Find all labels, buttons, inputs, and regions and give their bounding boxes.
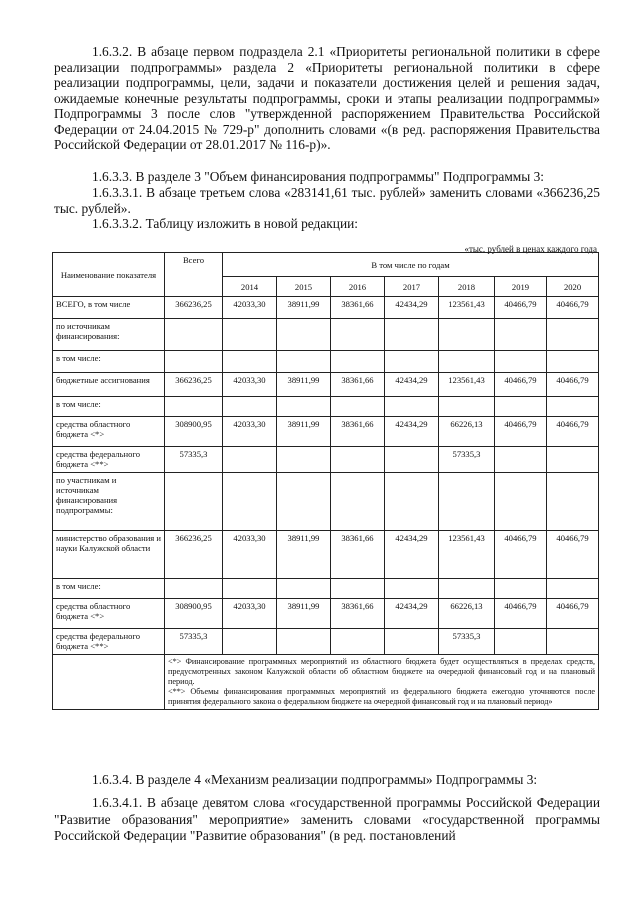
- row-year-value: [331, 319, 385, 351]
- row-year-value: [439, 473, 495, 531]
- row-total: 366236,25: [165, 531, 223, 579]
- header-year: 2020: [547, 277, 599, 297]
- table-row: [53, 531, 599, 579]
- row-year-value: 40466,79: [495, 531, 547, 579]
- header-total: Всего: [165, 253, 223, 297]
- row-year-value: [277, 629, 331, 655]
- row-label: в том числе:: [53, 351, 165, 373]
- table-unit-note: «тыс. рублей в ценах каждого года: [464, 244, 597, 254]
- row-label: средства областного бюджета <*>: [53, 417, 165, 447]
- row-label: средства областного бюджета <*>: [53, 599, 165, 629]
- row-year-value: [547, 447, 599, 473]
- row-year-value: [331, 351, 385, 373]
- row-year-value: 66226,13: [439, 599, 495, 629]
- row-total: [165, 319, 223, 351]
- table-row: [53, 629, 599, 655]
- table-row: [53, 351, 599, 373]
- note-regional-budget: <*> Финансирование программных мероприятий из областного бюджета будет осуществляться в пределах средств, предусмотренных законом Калужской области об областном бюджете на очередной финансовый год и на плановый период.: [168, 657, 596, 686]
- row-year-value: 40466,79: [547, 373, 599, 397]
- header-year: 2014: [223, 277, 277, 297]
- header-year: 2018: [439, 277, 495, 297]
- table-row: [53, 397, 599, 417]
- row-year-value: [385, 579, 439, 599]
- paragraph-1-6-3-4: 1.6.3.4. В разделе 4 «Механизм реализации подпрограммы» Подпрограммы 3:: [92, 772, 538, 787]
- row-year-value: [223, 579, 277, 599]
- row-year-value: 42033,30: [223, 599, 277, 629]
- row-year-value: [223, 473, 277, 531]
- table-row: [53, 473, 599, 531]
- row-year-value: [331, 629, 385, 655]
- row-year-value: 42434,29: [385, 297, 439, 319]
- table-row: [53, 579, 599, 599]
- row-year-value: 38911,99: [277, 599, 331, 629]
- row-year-value: [439, 351, 495, 373]
- row-year-value: [495, 397, 547, 417]
- row-total: 308900,95: [165, 599, 223, 629]
- row-year-value: [331, 579, 385, 599]
- row-year-value: [385, 629, 439, 655]
- row-total: 366236,25: [165, 373, 223, 397]
- row-year-value: [277, 447, 331, 473]
- note-federal-budget: <**> Объемы финансирования программных мероприятий из федерального бюджета ежегодно уточняются после принятия федерального закона о федеральном бюджете на очередной финансовый год и на плановый период»: [168, 687, 596, 706]
- paragraph-1-6-3-3: 1.6.3.3. В разделе 3 "Объем финансирования подпрограммы" Подпрограммы 3:: [92, 169, 545, 184]
- row-year-value: [547, 351, 599, 373]
- row-total: [165, 473, 223, 531]
- row-year-value: 42033,30: [223, 297, 277, 319]
- row-year-value: [277, 397, 331, 417]
- row-year-value: 40466,79: [547, 599, 599, 629]
- financing-table: [52, 252, 599, 710]
- row-year-value: 40466,79: [547, 297, 599, 319]
- row-year-value: 42434,29: [385, 417, 439, 447]
- row-label: по источникам финансирования:: [53, 319, 165, 351]
- row-year-value: 38911,99: [277, 417, 331, 447]
- header-year: 2017: [385, 277, 439, 297]
- row-year-value: [495, 579, 547, 599]
- row-year-value: 40466,79: [495, 297, 547, 319]
- row-year-value: 38911,99: [277, 531, 331, 579]
- row-year-value: [495, 447, 547, 473]
- row-year-value: 38911,99: [277, 373, 331, 397]
- row-year-value: [385, 351, 439, 373]
- row-year-value: [439, 319, 495, 351]
- row-year-value: 66226,13: [439, 417, 495, 447]
- row-total: 57335,3: [165, 447, 223, 473]
- row-label: по участникам и источникам финансирования подпрограммы:: [53, 473, 165, 531]
- row-year-value: [277, 579, 331, 599]
- paragraph-1-6-3-4-1: 1.6.3.4.1. В абзаце девятом слова «государственной программы Российской Федерации "Развитие образования" мероприятие» заменить словами «государственной программы Российской Федерации "Развитие образования" (в ред. постановлений: [54, 795, 600, 843]
- paragraph-1-6-3-3-2: 1.6.3.3.2. Таблицу изложить в новой редакции:: [92, 216, 359, 231]
- row-year-value: 40466,79: [495, 373, 547, 397]
- row-label: средства федерального бюджета <**>: [53, 447, 165, 473]
- row-total: 57335,3: [165, 629, 223, 655]
- table-notes: [165, 655, 599, 710]
- row-year-value: 38911,99: [277, 297, 331, 319]
- row-year-value: [223, 351, 277, 373]
- row-year-value: [385, 319, 439, 351]
- row-year-value: [547, 397, 599, 417]
- header-year: 2019: [495, 277, 547, 297]
- header-by-years: В том числе по годам: [223, 253, 599, 277]
- table-row: [53, 319, 599, 351]
- row-year-value: [331, 473, 385, 531]
- row-year-value: [223, 319, 277, 351]
- row-year-value: 42434,29: [385, 599, 439, 629]
- row-total: 366236,25: [165, 297, 223, 319]
- row-year-value: [547, 473, 599, 531]
- row-total: [165, 351, 223, 373]
- row-year-value: [223, 629, 277, 655]
- row-total: 308900,95: [165, 417, 223, 447]
- table-row: [53, 599, 599, 629]
- table-row: [53, 373, 599, 397]
- row-year-value: 38361,66: [331, 417, 385, 447]
- row-total: [165, 579, 223, 599]
- row-year-value: 42033,30: [223, 373, 277, 397]
- row-year-value: [331, 397, 385, 417]
- row-year-value: 42434,29: [385, 531, 439, 579]
- row-year-value: [495, 629, 547, 655]
- row-year-value: 38361,66: [331, 531, 385, 579]
- row-year-value: 123561,43: [439, 297, 495, 319]
- row-year-value: [495, 319, 547, 351]
- row-year-value: [547, 579, 599, 599]
- row-year-value: 42033,30: [223, 531, 277, 579]
- row-year-value: [439, 579, 495, 599]
- row-year-value: 123561,43: [439, 373, 495, 397]
- row-year-value: [495, 473, 547, 531]
- row-year-value: 40466,79: [547, 531, 599, 579]
- row-year-value: [223, 397, 277, 417]
- row-year-value: 123561,43: [439, 531, 495, 579]
- row-year-value: [277, 473, 331, 531]
- row-year-value: 38361,66: [331, 599, 385, 629]
- table-notes-row: [53, 655, 599, 710]
- row-year-value: [385, 397, 439, 417]
- row-label: бюджетные ассигнования: [53, 373, 165, 397]
- row-year-value: [439, 397, 495, 417]
- row-label: ВСЕГО, в том числе: [53, 297, 165, 319]
- row-year-value: [547, 319, 599, 351]
- row-year-value: [277, 351, 331, 373]
- row-year-value: [385, 447, 439, 473]
- row-year-value: [547, 629, 599, 655]
- table-row: [53, 297, 599, 319]
- row-year-value: [331, 447, 385, 473]
- table-row: [53, 417, 599, 447]
- row-year-value: [385, 473, 439, 531]
- row-year-value: [277, 319, 331, 351]
- header-year: 2016: [331, 277, 385, 297]
- row-year-value: [495, 351, 547, 373]
- row-year-value: 40466,79: [495, 417, 547, 447]
- paragraph-1-6-3-3-1: 1.6.3.3.1. В абзаце третьем слова «283141,61 тыс. рублей» заменить словами «366236,25 тыс. рублей».: [54, 185, 600, 216]
- table-row: [53, 447, 599, 473]
- row-year-value: 57335,3: [439, 447, 495, 473]
- header-year: 2015: [277, 277, 331, 297]
- header-name: Наименование показателя: [53, 253, 165, 297]
- row-total: [165, 397, 223, 417]
- row-year-value: [223, 447, 277, 473]
- row-year-value: 42033,30: [223, 417, 277, 447]
- row-label: в том числе:: [53, 397, 165, 417]
- row-label: министерство образования и науки Калужской области: [53, 531, 165, 579]
- row-year-value: 57335,3: [439, 629, 495, 655]
- paragraph-1-6-3-2: 1.6.3.2. В абзаце первом подраздела 2.1 «Приоритеты региональной политики в сфере реализации подпрограммы» раздела 2 «Приоритеты региональной политики в сфере реализации подпрограммы, цели, задачи и показатели достижения целей и решения задач, ожидаемые конечные результаты подпрограммы, сроки и этапы реализации подпрограммы» Подпрограммы 3 после слов "утвержденной распоряжением Правительства Российской Федерации от 24.04.2015 № 729-р" дополнить словами «(в ред. распоряжения Правительства Российской Федерации от 28.01.2017 № 116-р)».: [54, 44, 600, 152]
- row-year-value: 42434,29: [385, 373, 439, 397]
- row-label: средства федерального бюджета <**>: [53, 629, 165, 655]
- row-label: в том числе:: [53, 579, 165, 599]
- row-year-value: 40466,79: [495, 599, 547, 629]
- row-year-value: 40466,79: [547, 417, 599, 447]
- row-year-value: 38361,66: [331, 297, 385, 319]
- row-year-value: 38361,66: [331, 373, 385, 397]
